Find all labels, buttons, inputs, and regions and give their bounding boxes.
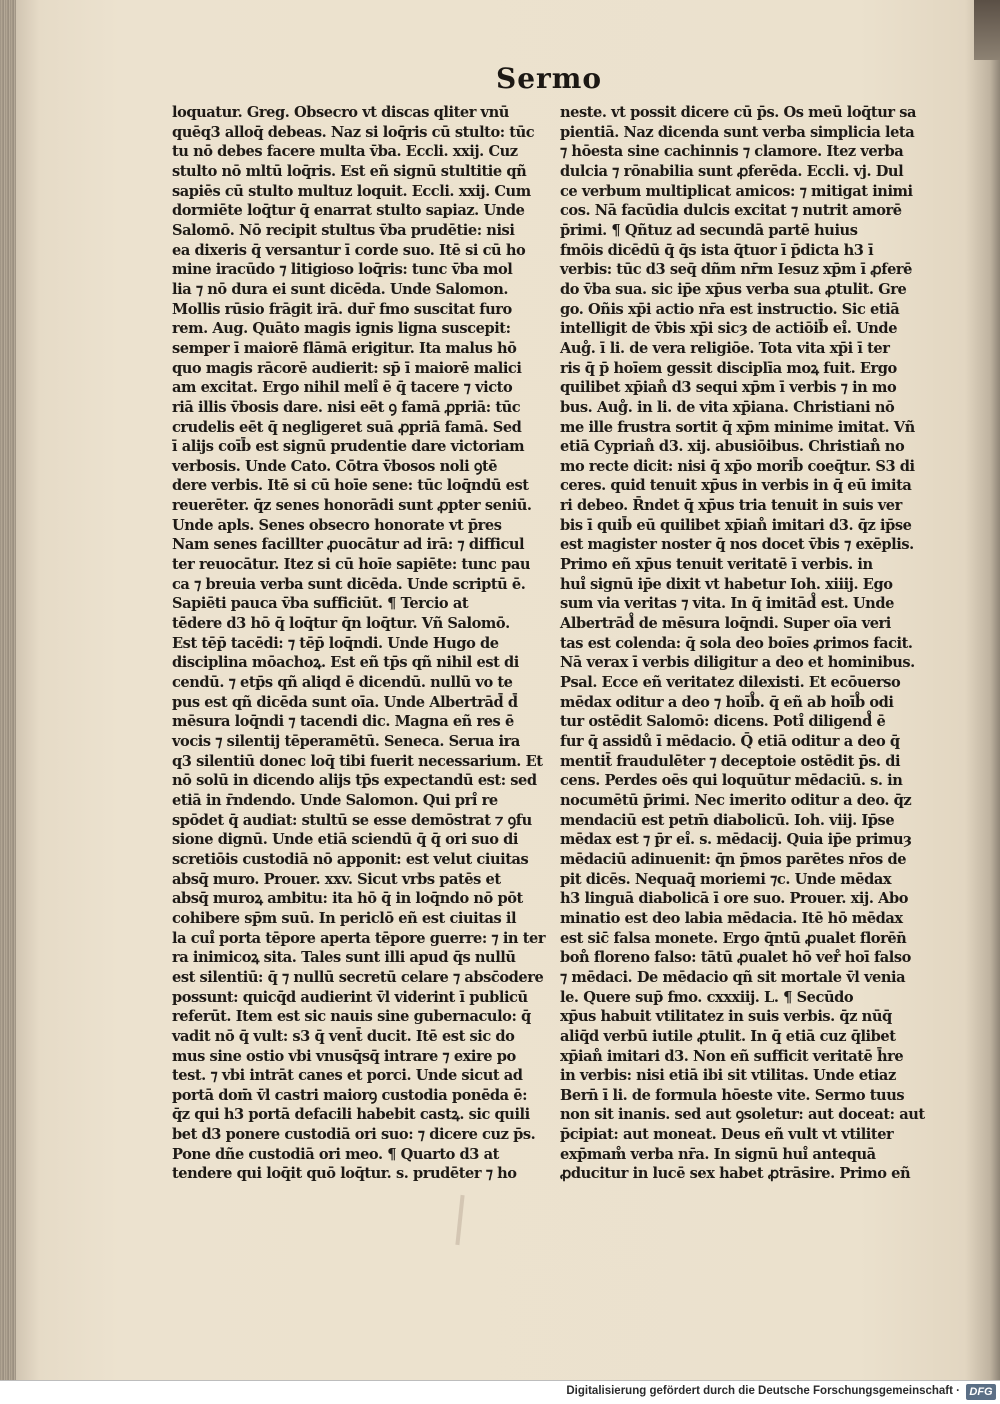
text-line: bus. Aug̊. in li. de vita xp̄iana. Christiani nō bbox=[560, 398, 895, 416]
text-line: bis ī quib̄ eū quilibet xp̄ian̊ imitari d3. q̄z ip̄se bbox=[560, 516, 912, 534]
text-line: tu nō debes facere multa v̄ba. Eccli. xxij. Cuz bbox=[172, 143, 518, 161]
text-line: ter reuocātur. Itez si cū hoīe sapiēte: tunc pau bbox=[172, 556, 531, 574]
text-line: tas est colenda: q̄ sola deo boīes ꝓrimos facit. bbox=[560, 634, 913, 652]
text-line: ri debeo. R̄ndet q̄ xp̄us tria tenuit in suis ver bbox=[560, 497, 902, 515]
text-line: Bern̄ ī li. de formula hōeste vite. Sermo tuus bbox=[560, 1086, 905, 1104]
text-line: quilibet xp̄ian̊ d3 sequi xp̄m ī verbis ⁊ in mo bbox=[560, 379, 897, 397]
text-line: cos. Nā facūdia dulcis excitat ⁊ nutrit amorē bbox=[560, 202, 902, 220]
text-line: intelligit de v̄bis xp̄i sicȝ de actiōib̄ ei̊. Unde bbox=[560, 320, 898, 338]
text-line: vocis ⁊ silentij tēperamētū. Seneca. Serua ira bbox=[172, 733, 520, 750]
text-line: ī alijs coīb̄ est signū prudentie dare victoriam bbox=[172, 438, 525, 456]
text-line: me ille frustra sortit q̄ xp̄m minime imitat. Vñ bbox=[560, 418, 915, 436]
text-line: etiā Cyprian̊ d3. xij. abusiōibus. Christian̊ no bbox=[560, 438, 905, 456]
text-line: Mollis rūsio frāgit irā. dur̄ fmo suscitat furo bbox=[172, 300, 512, 318]
text-line: Aug̊. ī li. de vera religiōe. Tota vita xp̄i ī ter bbox=[560, 339, 890, 357]
text-line: crudelis eēt q̄ negligeret suā ꝓpriā famā. Sed bbox=[172, 418, 522, 436]
text-line: ce verbum multiplicat amicos: ⁊ mitigat inimi bbox=[560, 182, 913, 200]
text-line: absq̄ muro. Prouer. xxv. Sicut vrbs patēs et bbox=[172, 870, 501, 888]
text-line: neste. vt possit dicere cū p̄s. Os meū loq̄tur sa bbox=[560, 104, 917, 121]
text-line: le. Quere sup̄ fmo. cxxxiij. L. ¶ Secūdo bbox=[560, 988, 854, 1006]
text-line: sapiēs cū stulto multuz loquit. Eccli. xxij. Cum bbox=[172, 182, 531, 200]
text-line: la cui̊ porta tēpore aperta tēpore guerre: ⁊ in ter bbox=[172, 929, 546, 947]
footer-bar bbox=[0, 1380, 1000, 1404]
text-line: mendaciū est petm̄ diabolicū. Ioh. viij. Ip̄se bbox=[560, 811, 895, 829]
text-line: est magister noster q̄ nos docet v̄bis ⁊ exēplis. bbox=[560, 536, 914, 554]
text-line: tur ostēdit Salomō: dicens. Poti̊ diligend̊ ē bbox=[560, 713, 886, 731]
text-line: etiā in r̄ndendo. Unde Salomon. Qui pri̊ re bbox=[172, 791, 498, 809]
text-line: pientiā. Naz dicenda sunt verba simplicia leta bbox=[560, 123, 915, 141]
text-line: tēdere d3 hō q̄ loq̄tur q̄n loq̄tur. Vñ Salomō. bbox=[172, 615, 510, 633]
text-line: sum via veritas ⁊ vita. In q̄ imitād̊ est. Unde bbox=[560, 595, 894, 613]
text-line: bon̊ floreno falso: tātū ꝓualet hō ver̊ hoī falso bbox=[560, 949, 911, 967]
left-text-column bbox=[172, 103, 546, 1184]
text-line: in verbis: nisi etiā ibi sit vtilitas. Unde etiaz bbox=[560, 1067, 896, 1085]
text-line: fur q̄ assidů ī mēdacio. Q̄ etiā oditur a deo q̄ bbox=[560, 733, 900, 750]
text-line: Albertrād̊ de mēsura loq̄ndi. Super oīa veri bbox=[560, 615, 891, 633]
text-line: ris q̄ p̄ hoīem gessit disciplīa moꝝ fuit. Ergo bbox=[560, 359, 897, 377]
text-line: q̄z qui h3 portā defacili habebit castꝝ. sic quili bbox=[172, 1106, 530, 1124]
text-line: mo recte dicit: nisi q̄ xp̄o morib̄ coeq̄tur. S3 di bbox=[560, 457, 915, 475]
text-line: ea dixeris q̄ versantur ī corde suo. Itē si cū ho bbox=[172, 241, 526, 259]
text-line: ⁊ hōesta sine cachinnis ⁊ clamore. Itez verba bbox=[560, 143, 904, 161]
text-line: quēq3 alloq̄ debeas. Naz si loq̄ris cū stulto: tūc bbox=[172, 123, 535, 141]
text-line: h3 linguā diabolicā ī ore suo. Prouer. xij. Abo bbox=[560, 890, 909, 908]
text-line: referūt. Item est sic nauis sine gubernaculo: q̄ bbox=[172, 1008, 531, 1026]
text-line: bet d3 ponere custodiā ori suo: ⁊ dicere cuz p̄s. bbox=[172, 1126, 536, 1144]
text-line: verbosis. Unde Cato. Cōtra v̄bosos noli ꝯtē bbox=[172, 457, 498, 475]
text-line: Est tēp̄ tacēdi: ⁊ tēp̄ loq̄ndi. Unde Hugo de bbox=[172, 634, 499, 652]
text-line: non sit inanis. sed aut ꝯsoletur: aut doceat: aut bbox=[560, 1106, 925, 1124]
text-line: dere verbis. Itē si cū hoīe sene: tūc loq̄ndū est bbox=[172, 477, 529, 495]
text-line: quo magis rācorē audierit: sp̄ ī maiorē malici bbox=[172, 359, 522, 377]
text-line: Salomō. Nō recipit stultus v̄ba prudētie: nisi bbox=[172, 221, 515, 239]
text-line: riā illis v̄bosis dare. nisi eēt ꝯ famā ꝓpriā: tūc bbox=[172, 398, 521, 416]
dfg-logo: DFG bbox=[966, 1384, 996, 1400]
text-line: do v̄ba sua. sic ip̄e xp̄us verba sua ꝓtulit. Gre bbox=[560, 280, 907, 298]
text-line: am excitat. Ergo nihil meli̊ ē q̄ tacere ⁊ victo bbox=[172, 379, 513, 397]
text-line: stulto nō mltū loq̄ris. Est eñ signū stultitie qñ bbox=[172, 162, 527, 180]
right-text-column bbox=[560, 103, 925, 1184]
text-line: minatio est deo labia mēdacia. Itē hō mēdax bbox=[560, 909, 903, 927]
text-line: est sic̄ falsa monete. Ergo q̄ntū ꝓualet florēn̄ bbox=[560, 929, 907, 947]
text-line: ꝓducitur in lucē sex habet ꝓtrāsire. Primo eñ bbox=[560, 1165, 911, 1183]
text-line: loquatur. Greg. Obsecro vt discas qliter vnū bbox=[172, 104, 509, 121]
text-line: ⁊ mēdaci. De mēdacio qñ sit mortale v̄l venia bbox=[560, 968, 906, 986]
text-line: portā dom̄ v̄l castri maiorꝯ custodia ponēda ē: bbox=[172, 1086, 528, 1104]
text-line: dormiēte loq̄tur q̄ enarrat stulto sapiaz. Unde bbox=[172, 202, 525, 220]
text-line: tendere qui loq̄it quō loq̄tur. s. prudēter ⁊ ho bbox=[172, 1165, 517, 1183]
text-line: fmōis dicēdū q̄ q̄s ista q̄tuor ī p̄dicta h3 ī bbox=[560, 241, 874, 259]
text-line: lia ⁊ nō dura ei sunt dicēda. Unde Salomon. bbox=[172, 280, 509, 298]
text-line: p̄rimi. ¶ Qñtuz ad secundā partē huius bbox=[560, 221, 858, 239]
text-line: rem. Aug. Quāto magis ignis ligna suscepit: bbox=[172, 320, 511, 338]
text-line: disciplina mōachoꝝ. Est eñ tp̄s qñ nihil est di bbox=[172, 654, 519, 672]
text-line: absq̄ muroꝝ ambitu: ita hō q̄ in loq̄ndo nō pōt bbox=[172, 890, 523, 908]
text-line: est silentiū: q̄ ⁊ nullū secretū celare ⁊ absc̄odere bbox=[172, 968, 544, 986]
text-line: nō solū in dicendo alijs tp̄s expectandū est: sed bbox=[172, 772, 537, 790]
text-line: pit dicēs. Nequaq̄ moriemi ⁊c. Unde mēdax bbox=[560, 870, 892, 888]
text-line: p̄cipiat: aut moneat. Deus eñ vult vt vtiliter bbox=[560, 1126, 894, 1144]
text-line: xp̄ian̊ imitari d3. Non eñ sufficit veritatē h̄re bbox=[560, 1047, 904, 1065]
text-line: mentit̄ fraudulēter ⁊ deceptoie ostēdit p̄s. di bbox=[560, 752, 901, 770]
text-line: ceres. quid tenuit xp̄us in verbis in q̄ eū imita bbox=[560, 477, 912, 495]
text-line: exp̄mam̊ verba nr̄a. In signū hui̊ antequā bbox=[560, 1145, 876, 1163]
text-line: Psal. Ecce eñ veritatez dilexisti. Et ecōuerso bbox=[560, 674, 901, 692]
text-line: nocumētū p̄rimi. Nec imerito oditur a deo. q̄z bbox=[560, 791, 912, 809]
text-line: hui̊ signū ip̄e dixit vt habetur Ioh. xiiij. Ego bbox=[560, 575, 893, 593]
text-line: cohibere sp̄m suū. In periclō eñ est ciuitas il bbox=[172, 909, 517, 927]
text-line: reuerēter. q̄z senes honorādi sunt ꝓpter seniū. bbox=[172, 497, 532, 515]
running-head: Sermo bbox=[496, 62, 603, 95]
text-line: aliq̄d verbū iutile ꝓtulit. In q̄ etiā cuz q̄libet bbox=[560, 1027, 896, 1045]
text-line: dulcia ⁊ rōnabilia sunt ꝓferēda. Eccli. vj. Dul bbox=[560, 162, 904, 180]
text-line: mēsura loq̄ndi ⁊ tacendi dic. Magna eñ res ē bbox=[172, 713, 514, 731]
text-line: possunt: quicq̄d audierint v̄l viderint ī publicū bbox=[172, 988, 528, 1006]
page-corner bbox=[974, 0, 1000, 60]
text-line: cendū. ⁊ etp̄s qñ aliqd ē dicendū. nullū vo te bbox=[172, 674, 513, 692]
text-line: Pone dñe custodiā ori meo. ¶ Quarto d3 at bbox=[172, 1145, 499, 1163]
text-line: ra inimicoꝝ sita. Tales sunt illi apud q̄s nullū bbox=[172, 949, 516, 967]
text-line: mus sine ostio vbi vnusq̄sq̄ intrare ⁊ exire po bbox=[172, 1047, 516, 1065]
text-line: mēdax oditur a deo ⁊ hoīb̊. q̄ eñ ab hoīb̊ odi bbox=[560, 693, 894, 711]
funding-credit: Digitalisierung gefördert durch die Deutsche Forschungsgemeinschaft · bbox=[566, 1385, 960, 1397]
text-line: cens. Perdes oēs qui loquūtur mēdaciū. s. in bbox=[560, 772, 903, 790]
text-line: scretiōis custodiā nō apponit: est velut ciuitas bbox=[172, 850, 529, 868]
text-line: mēdax est ⁊ p̄r ei̊. s. mēdacij. Quia ip̄e primuȝ bbox=[560, 831, 912, 849]
text-line: Nam senes facillter ꝓuocātur ad irā: ⁊ difficul bbox=[172, 536, 525, 554]
binding-gutter bbox=[0, 0, 16, 1380]
text-line: Primo eñ xp̄us tenuit veritatē ī verbis. in bbox=[560, 556, 873, 574]
text-line: q3 silentiū donec loq̄ tibi fuerit necessarium. Et bbox=[172, 752, 543, 770]
text-line: vadit nō q̄ vult: s3 q̄ vent̄ ducit. Itē est sic do bbox=[172, 1027, 515, 1045]
paper-mark bbox=[455, 1195, 464, 1245]
text-line: Unde apls. Senes obsecro honorate vt p̄res bbox=[172, 516, 502, 534]
text-line: spōdet q̄ audiat: stultū se esse demōstrat ⁊ ꝯfu bbox=[172, 811, 532, 829]
text-line: verbis: tūc d3 seq̄ dñm nr̄m Iesuz xp̄m ī ꝓferē bbox=[560, 261, 912, 279]
text-line: xp̄us habuit vtilitatez in suis verbis. q̄z nūq̄ bbox=[560, 1008, 892, 1026]
text-line: test. ⁊ vbi intrāt canes et porci. Unde sicut ad bbox=[172, 1067, 523, 1085]
text-line: Nā verax ī verbis diligitur a deo et hominibus. bbox=[560, 654, 915, 672]
text-line: mine iracūdo ⁊ litigioso loq̄ris: tunc v̄ba mol bbox=[172, 261, 513, 279]
text-line: ca ⁊ breuia verba sunt dicēda. Unde scriptū ē. bbox=[172, 575, 526, 593]
text-line: pus est qñ dicēda sunt oīa. Unde Albertrād̄ d̄ bbox=[172, 693, 518, 711]
text-line: semper ī maiorē flāmā erigitur. Ita malus hō bbox=[172, 339, 517, 357]
text-line: Sapiēti pauca v̄ba sufficiūt. ¶ Tercio at bbox=[172, 595, 469, 613]
text-line: sione dignū. Unde etiā sciendū q̄ q̄ ori suo di bbox=[172, 831, 519, 849]
text-line: go. Oñis xp̄i actio nr̄a est instructio. Sic etiā bbox=[560, 300, 900, 318]
text-line: mēdaciū adinuenit: q̄n p̄mos parētes nr̄os de bbox=[560, 850, 907, 868]
